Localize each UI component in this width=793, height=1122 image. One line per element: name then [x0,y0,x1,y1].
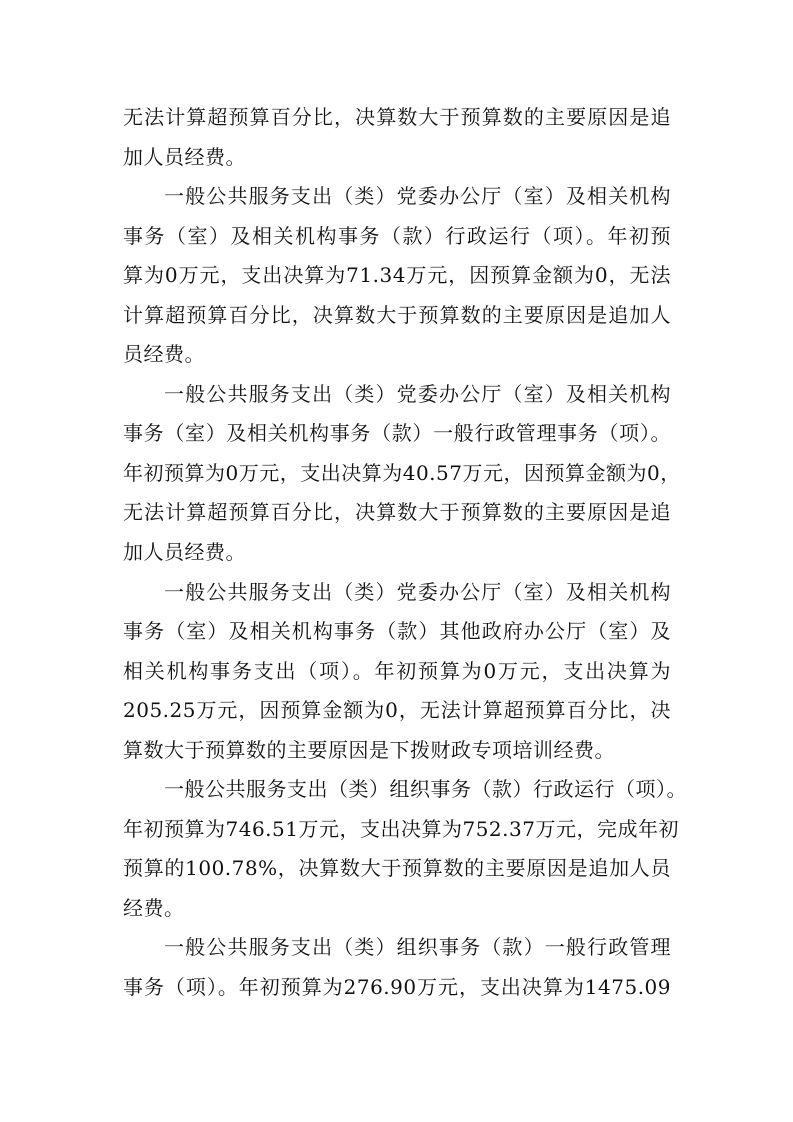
text-line: 事务（室）及相关机构事务（款）其他政府办公厅（室）及 [123,619,671,644]
text-line: 年初预算为0万元，支出决算为40.57万元，因预算金额为0， [123,460,681,485]
text-line: 事务（项）。年初预算为276.90万元，支出决算为1475.09 [123,975,671,1000]
text-line: 205.25万元，因预算金额为0，无法计算超预算百分比，决 [123,698,671,723]
text-line: 加人员经费。 [123,540,246,565]
text-line: 无法计算超预算百分比，决算数大于预算数的主要原因是追 [123,105,671,129]
body-text [123,98,687,1008]
text-line: 算为0万元，支出决算为71.34万元，因预算金额为0，无法 [123,263,671,288]
text-line: 事务（室）及相关机构事务（款）行政运行（项）。年初预 [123,223,671,248]
text-line: 年初预算为746.51万元，支出决算为752.37万元，完成年初 [123,816,679,841]
text-line: 加人员经费。 [123,144,246,169]
text-line: 预算的100.78%，决算数大于预算数的主要原因是追加人员 [123,856,671,881]
paragraph-first-line: 一般公共服务支出（类）党委办公厅（室）及相关机构 [164,184,671,209]
text-line: 员经费。 [123,342,205,367]
paragraph-first-line: 一般公共服务支出（类）组织事务（款）一般行政管理 [164,935,671,960]
paragraph-first-line: 一般公共服务支出（类）党委办公厅（室）及相关机构 [164,381,671,406]
text-line: 经费。 [123,895,185,920]
text-line: 算数大于预算数的主要原因是下拨财政专项培训经费。 [123,737,615,762]
text-line: 无法计算超预算百分比，决算数大于预算数的主要原因是追 [123,500,671,525]
text-line: 相关机构事务支出（项）。年初预算为0万元，支出决算为 [123,658,671,683]
text-line: 事务（室）及相关机构事务（款）一般行政管理事务（项）。 [123,421,671,446]
paragraph-first-line: 一般公共服务支出（类）组织事务（款）行政运行（项）。 [164,777,687,802]
paragraph-first-line: 一般公共服务支出（类）党委办公厅（室）及相关机构 [164,579,671,604]
text-line: 计算超预算百分比，决算数大于预算数的主要原因是追加人 [123,302,671,327]
